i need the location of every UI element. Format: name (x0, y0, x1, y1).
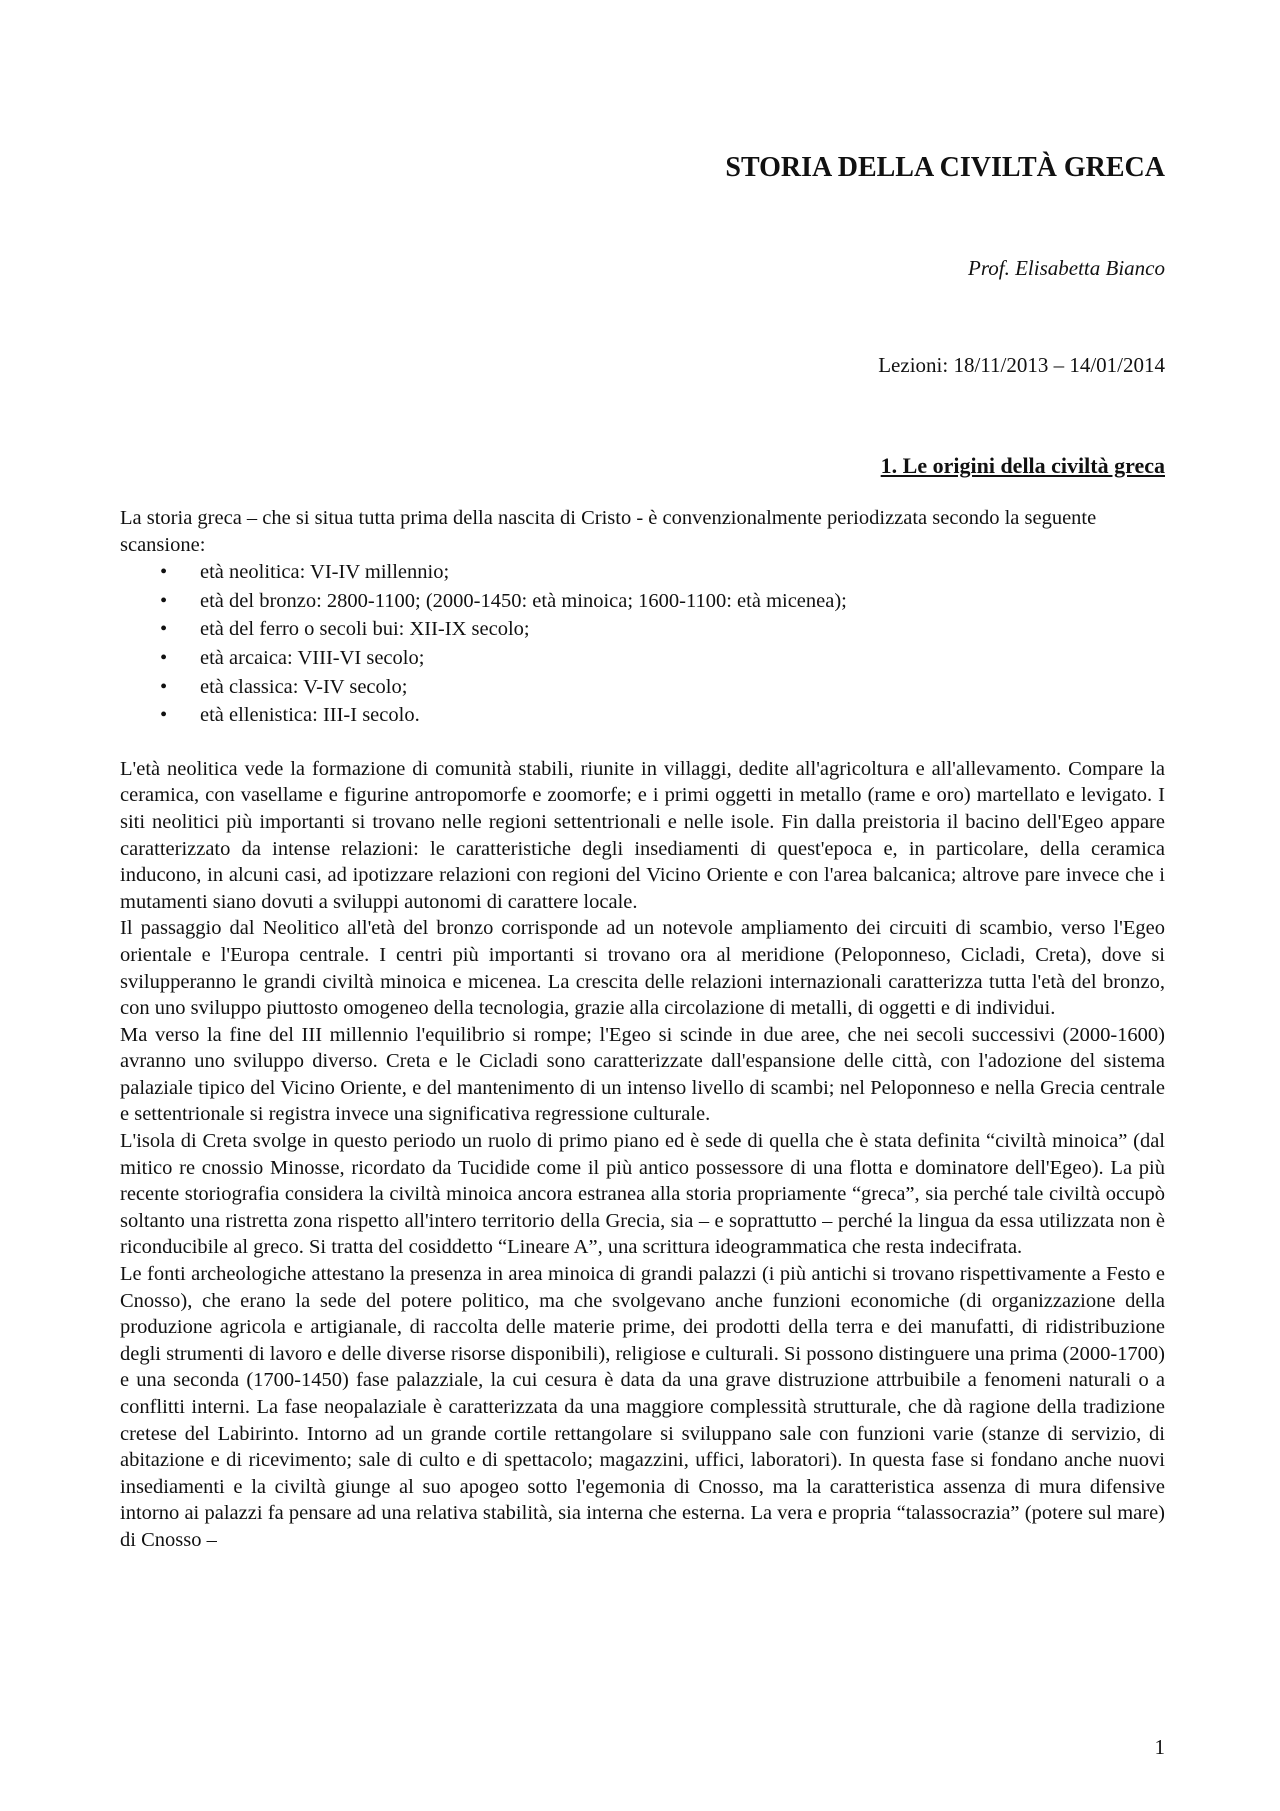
list-item (160, 558, 1165, 587)
list-item (160, 644, 1165, 673)
period-text: età ellenistica: III-I secolo. (200, 704, 420, 727)
body-text (120, 505, 1165, 1554)
bullet-icon: • (160, 618, 168, 641)
list-item (160, 673, 1165, 702)
bullet-icon: • (160, 646, 168, 669)
body-paragraph: L'età neolitica vede la formazione di comunità stabili, riunite in villaggi, dedite all'agricoltura e all'allevamento. Compare la ceramica, con vasellame e figurine antropomorfe e zoomorfe; e i primi oggetti in metallo (rame e oro) martellato e levigato. I siti neolitici più importanti si trovano nelle regioni settentrionali e nelle isole. Fin dalla preistoria il bacino dell'Egeo appare caratterizzato da intense relazioni: le caratteristiche degli insediamenti di quest'epoca e, in particolare, della ceramica inducono, in alcuni casi, ad ipotizzare relazioni con regioni del Vicino Oriente e con l'area balcanica; altrove pare invece che i mutamenti siano dovuti a sviluppi autonomi di carattere locale. (120, 757, 1165, 913)
document-page (120, 0, 1165, 1811)
period-text: età classica: V-IV secolo; (200, 675, 408, 698)
author-line: Prof. Elisabetta Bianco (968, 256, 1165, 280)
bullet-icon: • (160, 589, 168, 612)
bullet-icon: • (160, 561, 168, 584)
periods-list (120, 558, 1165, 730)
body-paragraph: Il passaggio dal Neolitico all'età del bronzo corrisponde ad un notevole ampliamento dei circuiti di scambio, verso l'Egeo orientale e l'Europa centrale. I centri più importanti si trovano ora al meridione (Peloponneso, Cicladi, Creta), dove si svilupperanno le grandi civiltà minoica e micenea. La crescita delle relazioni internazionali caratterizza tutta l'età del bronzo, con uno sviluppo piuttosto omogeneo della tecnologia, grazie alla circolazione di metalli, di oggetti e di individui. (120, 917, 1165, 1020)
page-number: 1 (1154, 1735, 1165, 1759)
document-title: STORIA DELLA CIVILTÀ GRECA (725, 152, 1165, 183)
list-item (160, 701, 1165, 730)
body-paragraph: Ma verso la fine del III millennio l'equilibrio si rompe; l'Egeo si scinde in due aree, che nei secoli successivi (2000-1600) avranno uno sviluppo diverso. Creta e le Cicladi sono caratterizzate dall'espansione delle città, con l'adozione del sistema palaziale tipico del Vicino Oriente, e del mantenimento di un intenso livello di scambi; nel Peloponneso e nella Grecia centrale e settentrionale si registra invece una significativa regressione culturale. (120, 1023, 1165, 1126)
list-item (160, 587, 1165, 616)
period-text: età arcaica: VIII-VI secolo; (200, 646, 425, 669)
bullet-icon: • (160, 704, 168, 727)
section-heading: 1. Le origini della civiltà greca (880, 453, 1165, 478)
lessons-dates: Lezioni: 18/11/2013 – 14/01/2014 (878, 353, 1165, 377)
bullet-icon: • (160, 675, 168, 698)
list-item (160, 615, 1165, 644)
intro-paragraph: La storia greca – che si situa tutta prima della nascita di Cristo - è convenzionalmente periodizzata secondo la seguente scansione: (120, 507, 1097, 556)
body-paragraph: L'isola di Creta svolge in questo periodo un ruolo di primo piano ed è sede di quella che è stata definita “civiltà minoica” (dal mitico re cnossio Minosse, ricordato da Tucidide come il più antico possessore di una flotta e dominatore dell'Egeo). La più recente storiografia considera la civiltà minoica ancora estranea alla storia propriamente “greca”, sia perché tale civiltà occupò soltanto una ristretta zona rispetto all'intero territorio della Grecia, sia – e soprattutto – perché la lingua da essa utilizzata non è riconducibile al greco. Si tratta del cosiddetto “Lineare A”, una scrittura ideogrammatica che resta indecifrata. (120, 1130, 1165, 1259)
body-paragraph: Le fonti archeologiche attestano la presenza in area minoica di grandi palazzi (i più antichi si trovano rispettivamente a Festo e Cnosso), che erano la sede del potere politico, ma che svolgevano anche funzioni economiche (di organizzazione della produzione agricola e artigianale, di raccolta delle materie prime, dei prodotti della terra e dei manufatti, di ridistribuzione degli strumenti di lavoro e delle diverse risorse disponibili), religiose e culturali. Si possono distinguere una prima (2000-1700) e una seconda (1700-1450) fase palazziale, la cui cesura è data da una grave distruzione attrbuibile a fenomeni naturali o a conflitti interni. La fase neopalaziale è caratterizzata da una maggiore complessità strutturale, che dà ragione della tradizione cretese del Labirinto. Intorno ad un grande cortile rettangolare si sviluppano sale con funzioni varie (stanze di servizio, di abitazione e di ricevimento; sale di culto e di spettacolo; magazzini, uffici, laboratori). In questa fase si fondano anche nuovi insediamenti e la civiltà giunge al suo apogeo sotto l'egemonia di Cnosso, ma la caratteristica assenza di mura difensive intorno ai palazzi fa pensare ad una relativa stabilità, sia interna che esterna. La vera e propria “talassocrazia” (potere sul mare) di Cnosso – (120, 1263, 1165, 1551)
period-text: età neolitica: VI-IV millennio; (200, 561, 450, 584)
period-text: età del bronzo: 2800-1100; (2000-1450: età minoica; 1600-1100: età micenea); (200, 589, 847, 612)
period-text: età del ferro o secoli bui: XII-IX secolo; (200, 618, 530, 641)
